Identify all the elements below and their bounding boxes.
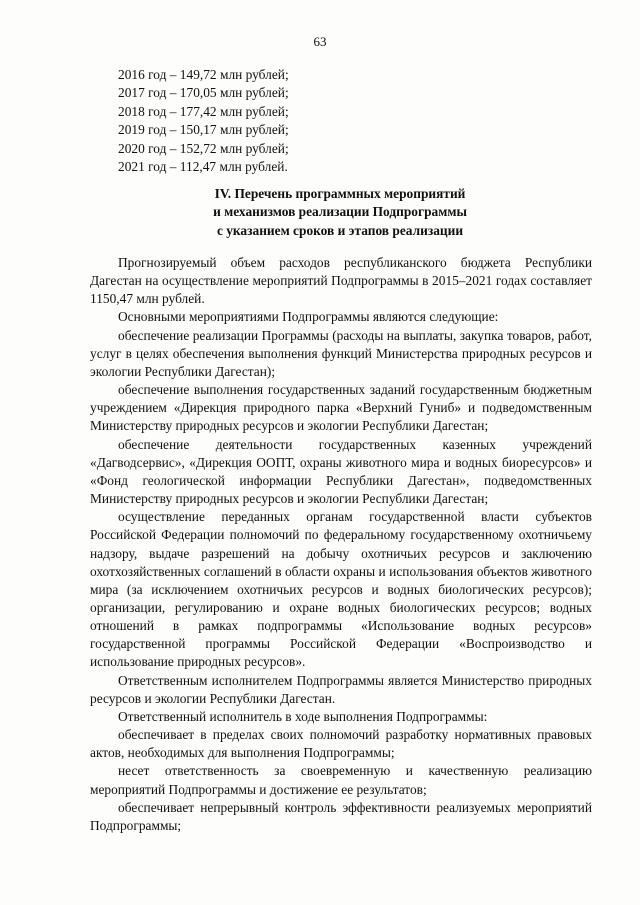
- budget-year-line: 2020 год – 152,72 млн рублей;: [118, 140, 289, 156]
- paragraph: обеспечение реализации Программы (расходы на выплаты, закупка товаров, работ, услуг в целях обеспечения выполнения функций Министерства природных ресурсов и экологии Республики Дагестан);: [90, 327, 592, 379]
- budget-year-line: 2017 год – 170,05 млн рублей;: [118, 85, 289, 101]
- paragraph: Основными мероприятиями Подпрограммы являются следующие:: [118, 309, 499, 325]
- section-title-line: с указанием сроков и этапов реализации: [216, 222, 464, 238]
- paragraph: обеспечение деятельности государственных казенных учреждений «Дагводсервис», «Дирекция ООПТ, охраны животного мира и водных биоресурсов» и «Фонд геологической информации Республики Дагестан», подведомственных Министерству природных ресурсов и экологии Республики Дагестан;: [90, 436, 592, 507]
- paragraph: осуществление переданных органам государственной власти субъектов Российской Федерации полномочий по федеральному государственному охотничьему надзору, выдаче разрешений на добычу охотничьих ресурсов и заключению охотхозяйственных соглашений в области охраны и использования объектов животного мира (за исключением охотничьих ресурсов и водных биологических ресурсов); организации, регулированию и охране водных биологических ресурсов; водных отношений в рамках подпрограммы «Использование водных ресурсов» государственной программы Российской Федерации «Воспроизводство и использование природных ресурсов».: [90, 509, 592, 670]
- budget-by-year-list: [118, 66, 289, 176]
- budget-year-line: 2018 год – 177,42 млн рублей;: [118, 103, 289, 119]
- paragraph: обеспечивает в пределах своих полномочий разработку нормативных правовых актов, необходимых для выполнения Подпрограммы;: [90, 727, 592, 761]
- paragraph: Прогнозируемый объем расходов республиканского бюджета Республики Дагестан на осуществление мероприятий Подпрограммы в 2015–2021 годах составляет 1150,47 млн рублей.: [90, 255, 592, 307]
- paragraph: несет ответственность за своевременную и качественную реализацию мероприятий Подпрограммы и достижение ее результатов;: [90, 763, 592, 797]
- paragraph: обеспечение выполнения государственных заданий государственным бюджетным учреждением «Дирекция природного парка «Верхний Гуниб» и подведомственным Министерству природных ресурсов и экологии Республики Дагестан;: [90, 382, 592, 434]
- body-text: [90, 254, 592, 835]
- section-title-line: IV. Перечень программных мероприятий: [214, 186, 466, 201]
- section-title-line: и механизмов реализации Подпрограммы: [213, 204, 467, 220]
- section-title: [90, 185, 590, 240]
- budget-year-line: 2021 год – 112,47 млн рублей.: [118, 159, 288, 175]
- paragraph: Ответственным исполнителем Подпрограммы является Министерство природных ресурсов и экологии Республики Дагестан.: [90, 672, 592, 706]
- page-number: 63: [313, 34, 327, 49]
- paragraph: обеспечивает непрерывный контроль эффективности реализуемых мероприятий Подпрограммы;: [90, 799, 592, 833]
- budget-year-line: 2016 год – 149,72 млн рублей;: [118, 67, 289, 82]
- budget-year-line: 2019 год – 150,17 млн рублей;: [118, 122, 289, 138]
- paragraph: Ответственный исполнитель в ходе выполнения Подпрограммы:: [118, 708, 488, 724]
